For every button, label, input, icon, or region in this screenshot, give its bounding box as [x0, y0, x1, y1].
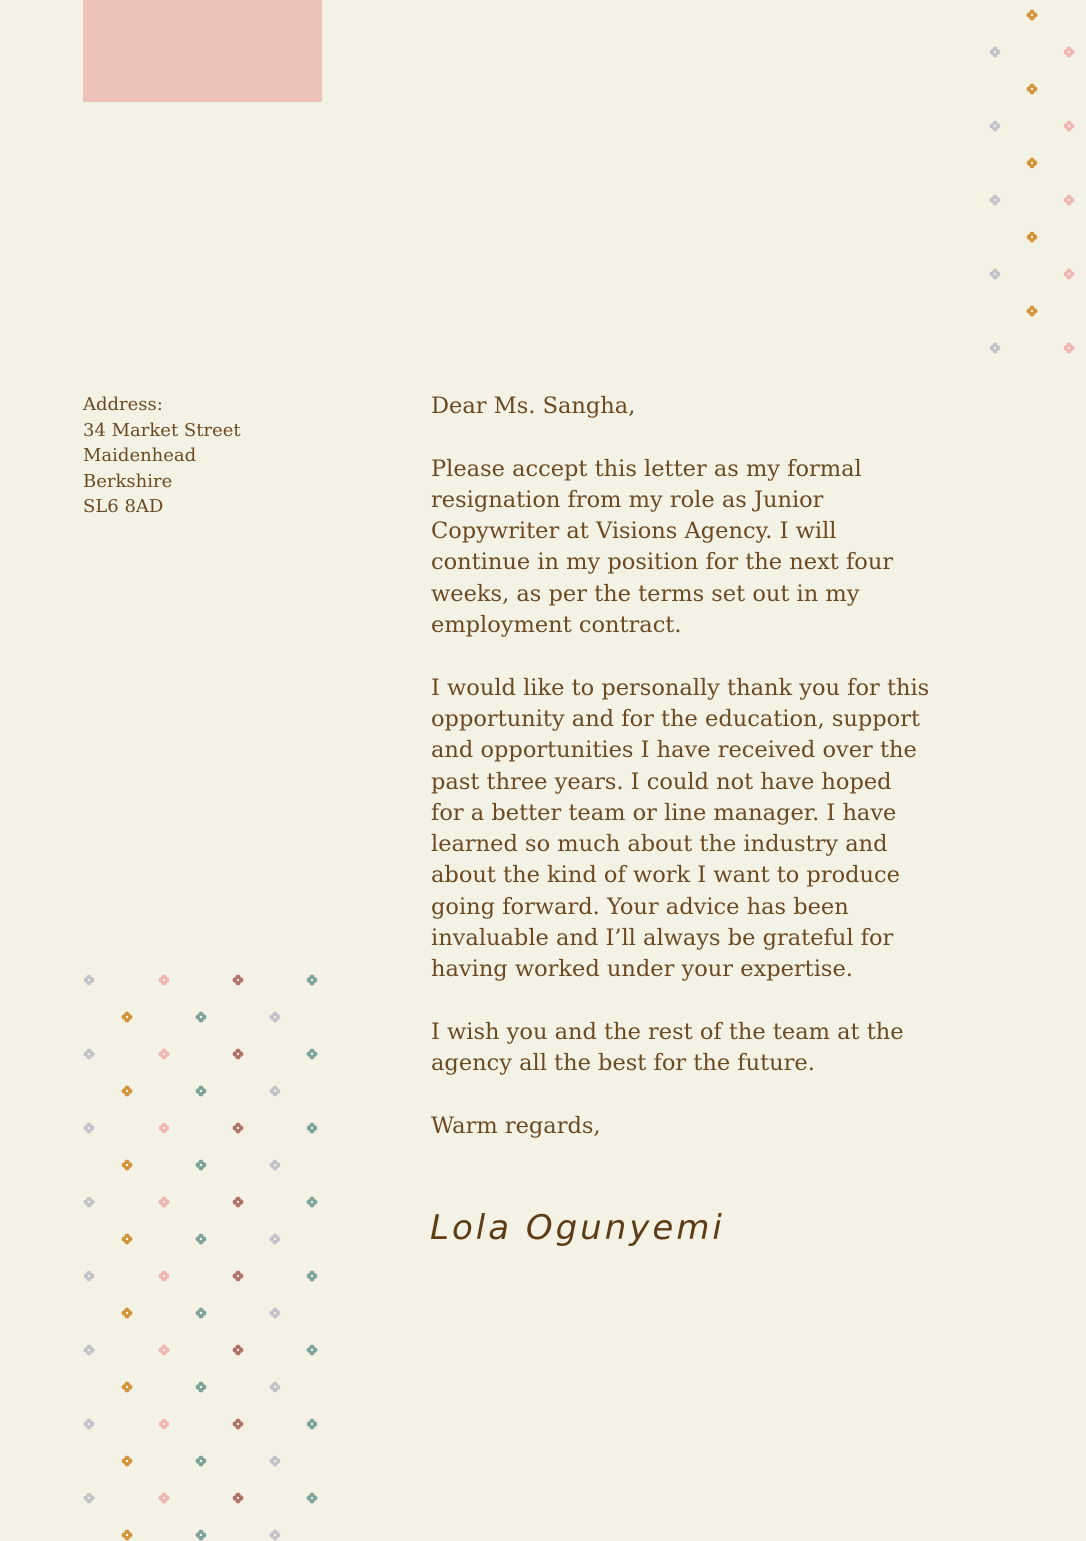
flower-icon — [306, 1492, 318, 1504]
flower-icon — [195, 1233, 207, 1245]
paragraph: I would like to personally thank you for this opportunity and for the education, support and opportunities I have received over the past three years. I could not have hoped for a better team or line manager. I have learned so much about the industry and about the kind of work I want to produce going forward. Your advice has been invaluable and I’ll always be grateful for having worked under your expertise. — [431, 674, 930, 983]
flower-icon — [121, 1455, 133, 1467]
flower-icon — [232, 1270, 244, 1282]
flower-icon — [1063, 120, 1075, 132]
flower-icon — [306, 1418, 318, 1430]
flower-icon — [232, 1344, 244, 1356]
flower-icon — [158, 1492, 170, 1504]
flower-icon — [232, 1492, 244, 1504]
paragraph: I wish you and the rest of the team at the agency all the best for the future. — [431, 1018, 904, 1077]
flower-icon — [158, 974, 170, 986]
flower-icon — [121, 1529, 133, 1541]
flower-icon — [121, 1011, 133, 1023]
flower-icon — [232, 1196, 244, 1208]
letter-body — [431, 391, 931, 1173]
flower-icon — [269, 1011, 281, 1023]
flower-icon — [83, 1196, 95, 1208]
flower-icon — [158, 1048, 170, 1060]
flower-icon — [269, 1159, 281, 1171]
flower-icon — [306, 1122, 318, 1134]
flower-icon — [989, 268, 1001, 280]
flower-icon — [195, 1307, 207, 1319]
flower-icon — [989, 194, 1001, 206]
sender-address — [83, 392, 241, 520]
flower-icon — [232, 1122, 244, 1134]
address-label: Address: — [83, 394, 163, 415]
flower-icon — [158, 1344, 170, 1356]
flower-icon — [1026, 231, 1038, 243]
flower-icon — [83, 1270, 95, 1282]
flower-icon — [1063, 194, 1075, 206]
paragraph: Please accept this letter as my formal resignation from my role as Junior Copywriter at Visions Agency. I will continue in my position for the next four weeks, as per the terms set out in my employment contract. — [431, 455, 894, 639]
flower-icon — [195, 1529, 207, 1541]
flower-icon — [269, 1233, 281, 1245]
flower-icon — [1026, 305, 1038, 317]
flower-icon — [232, 974, 244, 986]
flower-icon — [158, 1122, 170, 1134]
flower-icon — [83, 1048, 95, 1060]
flower-icon — [83, 1122, 95, 1134]
decorative-pink-block — [83, 0, 322, 102]
flower-icon — [83, 1344, 95, 1356]
flower-icon — [1063, 46, 1075, 58]
flower-icon — [121, 1085, 133, 1097]
flower-icon — [269, 1307, 281, 1319]
flower-icon — [83, 974, 95, 986]
flower-icon — [232, 1048, 244, 1060]
address-line: Maidenhead — [83, 445, 197, 467]
signature: Lola Ogunyemi — [430, 1208, 725, 1248]
flower-icon — [306, 974, 318, 986]
flower-icon — [121, 1307, 133, 1319]
flower-icon — [158, 1196, 170, 1208]
flower-icon — [989, 46, 1001, 58]
flower-icon — [306, 1196, 318, 1208]
flower-icon — [195, 1455, 207, 1467]
flower-icon — [1026, 9, 1038, 21]
flower-icon — [121, 1381, 133, 1393]
flower-icon — [306, 1048, 318, 1060]
flower-icon — [306, 1270, 318, 1282]
address-line: 34 Market Street — [83, 419, 241, 441]
flower-icon — [158, 1270, 170, 1282]
flower-icon — [83, 1418, 95, 1430]
flower-icon — [1026, 83, 1038, 95]
flower-icon — [269, 1455, 281, 1467]
flower-icon — [195, 1011, 207, 1023]
address-line: Berkshire — [83, 470, 173, 492]
flower-icon — [121, 1159, 133, 1171]
address-line: SL6 8AD — [83, 496, 164, 518]
flower-icon — [1063, 342, 1075, 354]
flower-icon — [83, 1492, 95, 1504]
salutation: Dear Ms. Sangha, — [431, 393, 636, 419]
flower-icon — [195, 1085, 207, 1097]
flower-icon — [121, 1233, 133, 1245]
flower-icon — [989, 342, 1001, 354]
flower-icon — [1063, 268, 1075, 280]
flower-icon — [269, 1381, 281, 1393]
flower-icon — [306, 1344, 318, 1356]
closing: Warm regards, — [431, 1112, 601, 1139]
flower-icon — [269, 1529, 281, 1541]
flower-icon — [158, 1418, 170, 1430]
flower-icon — [195, 1159, 207, 1171]
flower-icon — [1026, 157, 1038, 169]
flower-icon — [269, 1085, 281, 1097]
flower-icon — [989, 120, 1001, 132]
flower-icon — [195, 1381, 207, 1393]
flower-icon — [232, 1418, 244, 1430]
